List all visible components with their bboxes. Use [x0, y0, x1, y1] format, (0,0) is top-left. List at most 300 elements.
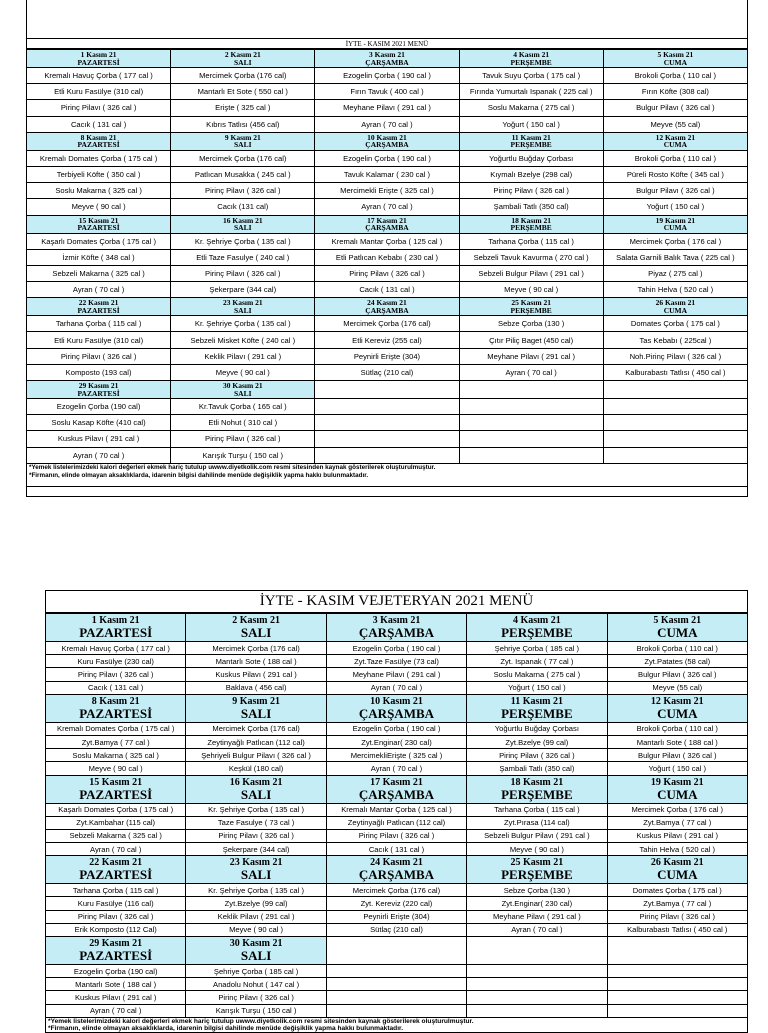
day-header	[326, 775, 466, 803]
empty-cell	[459, 381, 603, 399]
meal-item: Zyt.Enginar( 230 cal)	[467, 897, 607, 910]
meal-item: Kaşarlı Domates Çorba ( 175 cal )	[46, 803, 186, 816]
day-header	[46, 937, 186, 965]
meal-item: Şambali Tatlı (350 cal)	[467, 762, 607, 775]
empty-cell	[326, 978, 466, 991]
meal-item: Ayran ( 70 cal )	[315, 116, 459, 132]
meal-item: Kr. Şehriye Çorba ( 135 cal )	[171, 316, 315, 332]
day-date: 23 Kasım 21	[229, 857, 283, 869]
meal-item: Zyt.Bzelye (99 cal)	[186, 897, 326, 910]
meal-item: Cacık ( 131 cal )	[326, 843, 466, 856]
day-header	[603, 132, 747, 150]
meal-item: Pirinç Pilavı ( 326 cal )	[46, 910, 186, 923]
meal-row	[46, 829, 748, 842]
meal-item: Meyve ( 90 cal )	[467, 843, 607, 856]
meal-item: Bulgur Pilavı ( 326 cal )	[603, 183, 747, 199]
empty-cell	[459, 431, 603, 447]
day-weekday: CUMA	[657, 625, 698, 640]
day-date: 8 Kasım 21	[80, 132, 117, 142]
meal-item: Noh.Pirinç Pilavı ( 326 cal )	[603, 348, 747, 364]
day-date: 11 Kasım 21	[510, 695, 563, 707]
day-weekday: ÇARŞAMBA	[358, 786, 435, 802]
meal-item: Mercimek Çorba ( 176 cal )	[607, 803, 747, 816]
meal-item: Tavuk Suyu Çorba ( 175 cal )	[459, 68, 603, 84]
meal-row	[27, 150, 748, 166]
empty-cell	[467, 965, 607, 978]
meal-row	[27, 364, 748, 380]
day-header	[467, 856, 607, 884]
sheet-top-margin	[26, 0, 748, 38]
day-weekday: PERŞEMBE	[510, 305, 552, 315]
meal-item: Meyve ( 90 cal )	[459, 282, 603, 298]
menu-notes	[45, 1018, 748, 1033]
day-date: 29 Kasım 21	[78, 381, 119, 390]
day-date: 18 Kasım 21	[510, 776, 564, 788]
day-header	[46, 775, 186, 803]
meal-row	[46, 978, 748, 991]
meal-item: Soslu Makarna ( 325 cal )	[27, 183, 171, 199]
day-weekday: ÇARŞAMBA	[358, 705, 435, 721]
meal-item: Soslu Makarna ( 325 cal )	[46, 749, 186, 762]
day-header	[46, 856, 186, 884]
meal-row	[27, 282, 748, 298]
empty-cell	[603, 415, 747, 431]
meal-item: Yoğurt ( 150 cal )	[459, 116, 603, 132]
meal-item: Kuskus Pilavı ( 291 cal )	[607, 829, 747, 842]
meal-item: MercimekliErişte ( 325 cal )	[326, 749, 466, 762]
empty-cell	[326, 991, 466, 1004]
meal-item: Zyt. Kereviz (220 cal)	[326, 897, 466, 910]
meal-item: Şekerpare (344 cal)	[171, 282, 315, 298]
meal-item: Kıbrıs Tatlısı (456 cal)	[171, 116, 315, 132]
day-date: 12 Kasım 21	[655, 132, 696, 142]
meal-item: Zyt.Kambahar (115 cal)	[46, 816, 186, 829]
meal-item: Ayran ( 70 cal )	[315, 199, 459, 215]
day-date: 29 Kasım 21	[89, 938, 143, 949]
meal-row	[46, 897, 748, 910]
meal-item: Kuskus Pilavı ( 291 cal )	[27, 431, 171, 447]
meal-item: Mercimekli Erişte ( 325 cal )	[315, 183, 459, 199]
meal-item: Zyt.Bzelye (99 cal)	[467, 735, 607, 748]
meal-item: Kr.Tavuk Çorba ( 165 cal )	[171, 399, 315, 415]
meal-row	[27, 348, 748, 364]
day-weekday: ÇARŞAMBA	[365, 57, 409, 67]
meal-item: Pirinç Pilavı ( 326 cal )	[46, 668, 186, 681]
meal-item: Anadolu Nohut ( 147 cal )	[186, 978, 326, 991]
note-changes: *Firmanın, elinde olmayan aksaklıklarda, idarenin bilgisi dahilinde menüde değişiklik yapma hakkı bulunmaktadır.	[48, 1024, 404, 1032]
meal-item: Pirinç Pilavı ( 326 cal )	[27, 100, 171, 116]
menu-weeks-table	[26, 49, 748, 464]
day-weekday: PAZARTESİ	[77, 57, 120, 67]
day-header	[46, 694, 186, 722]
meal-item: Brokoli Çorba ( 110 cal )	[603, 68, 747, 84]
meal-item: Mercimek Çorba ( 176 cal )	[603, 233, 747, 249]
meal-item: Sebzeli Bulgur Pilavı ( 291 cal )	[459, 265, 603, 281]
week-header-row	[46, 694, 748, 722]
meal-item: Sebzeli Makarna ( 325 cal )	[46, 829, 186, 842]
day-weekday: SALI	[240, 867, 272, 883]
day-header	[27, 298, 171, 316]
day-date: 17 Kasım 21	[370, 776, 423, 788]
meal-item: Tahin Helva ( 520 cal )	[607, 843, 747, 856]
meal-item: Meyhane Pilavı ( 291 cal )	[459, 348, 603, 364]
day-weekday: PERŞEMBE	[501, 786, 573, 802]
day-header	[459, 132, 603, 150]
empty-cell	[607, 1004, 747, 1017]
meal-row	[27, 399, 748, 415]
meal-item: Soslu Kasap Köfte (410 cal)	[27, 415, 171, 431]
meal-item: Komposto (193 cal)	[27, 364, 171, 380]
meal-item: Tarhana Çorba ( 115 cal )	[27, 316, 171, 332]
day-weekday: SALI	[234, 140, 252, 150]
day-header	[46, 614, 186, 642]
day-date: 10 Kasım 21	[370, 695, 423, 707]
day-weekday: PERŞEMBE	[510, 223, 552, 232]
meal-row	[27, 68, 748, 84]
meal-item: Sütlaç (210 cal)	[315, 364, 459, 380]
day-header	[27, 50, 171, 68]
empty-cell	[607, 978, 747, 991]
empty-cell	[607, 965, 747, 978]
meal-item: Kuskus Pilavı ( 291 cal )	[46, 991, 186, 1004]
empty-cell	[459, 399, 603, 415]
meal-item: Karışık Turşu ( 150 cal )	[171, 447, 315, 463]
meal-item: Tas Kebabı ( 225cal )	[603, 332, 747, 348]
meal-item: Ezogelin Çorba ( 190 cal )	[326, 642, 466, 655]
meal-row	[46, 722, 748, 735]
meal-item: Meyve ( 90 cal )	[27, 199, 171, 215]
meal-row	[46, 965, 748, 978]
meal-item: Etli Kuru Fasülye (310 cal)	[27, 84, 171, 100]
day-date: 26 Kasım 21	[650, 857, 704, 869]
day-weekday: PAZARTESİ	[77, 305, 120, 315]
day-date: 24 Kasım 21	[370, 857, 423, 869]
meal-item: Ayran ( 70 cal )	[27, 282, 171, 298]
day-date: 9 Kasım 21	[224, 132, 261, 142]
empty-cell	[603, 381, 747, 399]
day-date: 23 Kasım 21	[222, 298, 263, 308]
meal-item: Zyt.Bamya ( 77 cal )	[46, 735, 186, 748]
meal-row	[27, 249, 748, 265]
meal-item: Ezogelin Çorba (190 cal)	[46, 965, 186, 978]
day-header	[186, 694, 326, 722]
meal-item: Kıymalı Bzelye (298 cal)	[459, 166, 603, 182]
day-header	[607, 775, 747, 803]
day-weekday: SALI	[240, 786, 272, 802]
empty-cell	[459, 447, 603, 463]
meal-row	[46, 642, 748, 655]
menu-table	[45, 590, 748, 613]
day-header	[459, 215, 603, 233]
meal-item: Tarhana Çorba ( 115 cal )	[46, 884, 186, 897]
meal-item: Etli Nohut ( 310 cal )	[171, 415, 315, 431]
day-weekday: CUMA	[657, 867, 698, 883]
meal-item: Zyt. Ispanak ( 77 cal )	[467, 655, 607, 668]
meal-item: Ezogelin Çorba ( 190 cal )	[315, 150, 459, 166]
menu-table	[26, 38, 748, 49]
meal-item: Kremalı Havuç Çorba ( 177 cal )	[27, 68, 171, 84]
day-header	[603, 298, 747, 316]
empty-cell	[315, 381, 459, 399]
meal-item: Bulgur Pilavı ( 326 cal )	[603, 100, 747, 116]
meal-item: Kremalı Domates Çorba ( 175 cal )	[46, 722, 186, 735]
meal-item: Mercimek Çorba (176 cal)	[315, 316, 459, 332]
day-date: 1 Kasım 21	[80, 50, 117, 59]
day-date: 2 Kasım 21	[224, 50, 261, 59]
empty-cell	[607, 991, 747, 1004]
meal-item: Cacık ( 131 cal )	[27, 116, 171, 132]
meal-item: Sebzeli Misket Köfte ( 240 cal )	[171, 332, 315, 348]
day-weekday: PAZARTESİ	[77, 223, 120, 232]
day-header	[171, 298, 315, 316]
meal-item: Kremalı Mantar Çorba ( 125 cal )	[315, 233, 459, 249]
meal-item: Keşkül (180 cal)	[186, 762, 326, 775]
empty-cell	[467, 937, 607, 965]
meal-row	[27, 265, 748, 281]
meal-item: Kremalı Havuç Çorba ( 177 cal )	[46, 642, 186, 655]
meal-item: Mantarlı Sote ( 188 cal )	[607, 735, 747, 748]
week-header-row	[27, 132, 748, 150]
meal-row	[46, 923, 748, 936]
meal-item: Çıtır Piliç Baget (450 cal)	[459, 332, 603, 348]
day-date: 19 Kasım 21	[650, 776, 704, 788]
meal-item: Kuru Fasülye (230 cal)	[46, 655, 186, 668]
meal-item: Meyve ( 90 cal )	[171, 364, 315, 380]
day-header	[171, 50, 315, 68]
meal-item: Keklik Pilavı ( 291 cal )	[171, 348, 315, 364]
day-date: 22 Kasım 21	[89, 857, 143, 869]
meal-item: Ezogelin Çorba ( 190 cal )	[326, 722, 466, 735]
meal-item: Mantarlı Sote ( 188 cal )	[186, 655, 326, 668]
empty-cell	[326, 965, 466, 978]
day-header	[171, 132, 315, 150]
menu-title: İYTE - KASIM 2021 MENÜ	[27, 39, 748, 49]
day-weekday: CUMA	[663, 140, 688, 150]
day-weekday: ÇARŞAMBA	[365, 305, 409, 315]
meal-row	[27, 415, 748, 431]
meal-item: Mercimek Çorba (176 cal)	[186, 642, 326, 655]
day-date: 11 Kasım 21	[511, 132, 551, 142]
day-date: 3 Kasım 21	[369, 50, 405, 59]
meal-row	[46, 749, 748, 762]
empty-cell	[326, 1004, 466, 1017]
day-date: 16 Kasım 21	[222, 215, 263, 225]
meal-item: Mercimek Çorba (176 cal)	[326, 884, 466, 897]
meal-row	[27, 332, 748, 348]
sheet-bottom-row	[26, 487, 748, 497]
meal-item: Kalburabastı Tatlısı ( 450 cal )	[607, 923, 747, 936]
day-weekday: PERŞEMBE	[510, 140, 552, 150]
meal-row	[46, 735, 748, 748]
day-weekday: ÇARŞAMBA	[358, 625, 435, 640]
day-date: 17 Kasım 21	[367, 215, 407, 225]
meal-item: Kuru Fasülye (116 cal)	[46, 897, 186, 910]
meal-item: Pirinç Pilavı ( 326 cal )	[186, 829, 326, 842]
day-weekday: SALI	[234, 388, 252, 398]
menu-sheet-standard	[26, 0, 748, 497]
meal-item: Zeytinyağlı Patlıcan (112 cal)	[326, 816, 466, 829]
meal-item: Cacık ( 131 cal )	[315, 282, 459, 298]
meal-item: Bulgur Pilavı ( 326 cal )	[607, 668, 747, 681]
day-date: 12 Kasım 21	[650, 695, 704, 707]
meal-item: Etli Patlıcan Kebabı ( 230 cal )	[315, 249, 459, 265]
menu-title: İYTE - KASIM VEJETERYAN 2021 MENÜ	[46, 591, 748, 613]
empty-cell	[607, 937, 747, 965]
week-header-row	[27, 215, 748, 233]
meal-item: Sebzeli Tavuk Kavurma ( 270 cal )	[459, 249, 603, 265]
day-weekday: SALI	[234, 223, 252, 232]
day-date: 1 Kasım 21	[91, 615, 140, 626]
empty-cell	[315, 399, 459, 415]
day-date: 4 Kasım 21	[513, 50, 550, 59]
meal-item: Domates Çorba ( 175 cal )	[607, 884, 747, 897]
meal-item: Patlıcan Musakka ( 245 cal )	[171, 166, 315, 182]
meal-item: Tarhana Çorba ( 115 cal )	[467, 803, 607, 816]
note-calories: *Yemek listelerimizdeki kalori değerleri ekmek hariç tutulup uwww.diyetkolik.com resmi sitesinden kaynak gösterilerek oluşturulmuştur.	[29, 463, 436, 471]
day-date: 9 Kasım 21	[232, 695, 280, 707]
day-weekday: PAZARTESİ	[77, 388, 120, 398]
meal-row	[46, 668, 748, 681]
meal-item: Soslu Makarna ( 275 cal )	[467, 668, 607, 681]
meal-row	[27, 183, 748, 199]
day-date: 15 Kasım 21	[89, 776, 143, 788]
meal-row	[27, 316, 748, 332]
day-header	[467, 614, 607, 642]
meal-item: Taze Fasulye ( 73 cal )	[186, 816, 326, 829]
meal-item: Yoğurtlu Buğday Çorbası	[459, 150, 603, 166]
day-date: 5 Kasım 21	[653, 615, 702, 626]
meal-item: Zyt.Bamya ( 77 cal )	[607, 897, 747, 910]
meal-item: Zeytinyağlı Patlıcan (112 cal)	[186, 735, 326, 748]
meal-item: Pirinç Pilavı ( 326 cal )	[186, 991, 326, 1004]
empty-cell	[326, 937, 466, 965]
meal-row	[46, 991, 748, 1004]
meal-item: Piyaz ( 275 cal )	[603, 265, 747, 281]
meal-item: Brokoli Çorba ( 110 cal )	[607, 722, 747, 735]
day-header	[27, 132, 171, 150]
day-header	[326, 856, 466, 884]
day-weekday: CUMA	[657, 705, 698, 721]
meal-item: Yoğurt ( 150 cal )	[607, 762, 747, 775]
day-header	[27, 381, 171, 399]
meal-item: Keklik Pilavı ( 291 cal )	[186, 910, 326, 923]
meal-item: Meyhane Pilavı ( 291 cal )	[326, 668, 466, 681]
day-date: 5 Kasım 21	[657, 50, 694, 59]
meal-row	[46, 655, 748, 668]
meal-row	[46, 762, 748, 775]
meal-item: Kr. Şehriye Çorba ( 135 cal )	[186, 803, 326, 816]
day-header	[607, 694, 747, 722]
day-weekday: ÇARŞAMBA	[365, 140, 409, 150]
meal-item: Tarhana Çorba ( 115 cal )	[459, 233, 603, 249]
meal-item: Ayran ( 70 cal )	[326, 762, 466, 775]
meal-item: Fırında Yumurtalı Ispanak ( 225 cal )	[459, 84, 603, 100]
day-header	[315, 132, 459, 150]
day-header	[171, 381, 315, 399]
empty-cell	[467, 1004, 607, 1017]
day-weekday: ÇARŞAMBA	[365, 223, 409, 232]
meal-item: Ayran ( 70 cal )	[46, 843, 186, 856]
meal-row	[46, 1004, 748, 1017]
meal-item: Meyve ( 90 cal )	[46, 762, 186, 775]
note-calories: *Yemek listelerimizdeki kalori değerleri ekmek hariç tutulup uwww.diyetkolik.com resmi sitesinden kaynak gösterilerek oluşturulmuştur.	[48, 1017, 474, 1025]
meal-item: Sütlaç (210 cal)	[326, 923, 466, 936]
week-header-row	[27, 298, 748, 316]
meal-item: Tahin Helva ( 520 cal )	[603, 282, 747, 298]
week-header-row	[46, 775, 748, 803]
meal-row	[27, 199, 748, 215]
meal-item: Meyhane Pilavı ( 291 cal )	[467, 910, 607, 923]
meal-item: Baklava ( 456 cal)	[186, 681, 326, 694]
meal-item: Ayran ( 70 cal )	[467, 923, 607, 936]
meal-item: Bulgur Pilavı ( 326 cal )	[607, 749, 747, 762]
meal-item: Pirinç Pilavı ( 326 cal )	[607, 910, 747, 923]
day-header	[186, 775, 326, 803]
day-header	[459, 298, 603, 316]
day-header	[315, 298, 459, 316]
meal-item: Kremalı Mantar Çorba ( 125 cal )	[326, 803, 466, 816]
menu-weeks-table	[45, 613, 748, 1018]
day-weekday: PAZARTESİ	[77, 140, 120, 150]
meal-item: Meyve (55 cal)	[603, 116, 747, 132]
day-header	[607, 856, 747, 884]
meal-row	[27, 447, 748, 463]
meal-item: Mercimek Çorba (176 cal)	[186, 722, 326, 735]
meal-item: Püreli Rosto Köfte ( 345 cal )	[603, 166, 747, 182]
day-header	[186, 614, 326, 642]
meal-item: Tavuk Kalamar ( 230 cal )	[315, 166, 459, 182]
meal-item: Yoğurtlu Buğday Çorbası	[467, 722, 607, 735]
day-header	[315, 215, 459, 233]
meal-item: Zyt.Enginar( 230 cal)	[326, 735, 466, 748]
empty-cell	[315, 447, 459, 463]
meal-item: Kaşarlı Domates Çorba ( 175 cal )	[27, 233, 171, 249]
meal-row	[27, 84, 748, 100]
day-weekday: PERŞEMBE	[501, 625, 573, 640]
day-weekday: CUMA	[663, 223, 688, 232]
day-date: 19 Kasım 21	[655, 215, 696, 225]
meal-item: Etli Kereviz (255 cal)	[315, 332, 459, 348]
empty-cell	[315, 431, 459, 447]
day-weekday: ÇARŞAMBA	[358, 867, 435, 883]
day-date: 24 Kasım 21	[367, 298, 407, 308]
day-date: 10 Kasım 21	[367, 132, 407, 142]
meal-item: Brokoli Çorba ( 110 cal )	[603, 150, 747, 166]
day-header	[603, 50, 747, 68]
meal-item: İzmir Köfte ( 348 cal )	[27, 249, 171, 265]
meal-row	[46, 681, 748, 694]
empty-cell	[459, 415, 603, 431]
meal-item: Pirinç Pilavı ( 326 cal )	[27, 348, 171, 364]
meal-item: Şehriye Çorba ( 185 cal )	[186, 965, 326, 978]
meal-item: Fırın Köfte (308 cal)	[603, 84, 747, 100]
day-date: 2 Kasım 21	[232, 615, 280, 626]
meal-item: Salata Garnili Balık Tava ( 225 cal )	[603, 249, 747, 265]
meal-item: Şambali Tatlı (350 cal)	[459, 199, 603, 215]
day-weekday: PERŞEMBE	[501, 867, 573, 883]
meal-item: Soslu Makarna ( 275 cal )	[459, 100, 603, 116]
day-weekday: CUMA	[663, 57, 688, 67]
day-header	[27, 215, 171, 233]
meal-row	[27, 100, 748, 116]
meal-item: Ayran ( 70 cal )	[27, 447, 171, 463]
day-header	[467, 775, 607, 803]
empty-cell	[603, 431, 747, 447]
day-weekday: SALI	[240, 625, 272, 640]
meal-item: Kremalı Domates Çorba ( 175 cal )	[27, 150, 171, 166]
empty-cell	[603, 447, 747, 463]
meal-item: Şehriye Çorba ( 185 cal )	[467, 642, 607, 655]
